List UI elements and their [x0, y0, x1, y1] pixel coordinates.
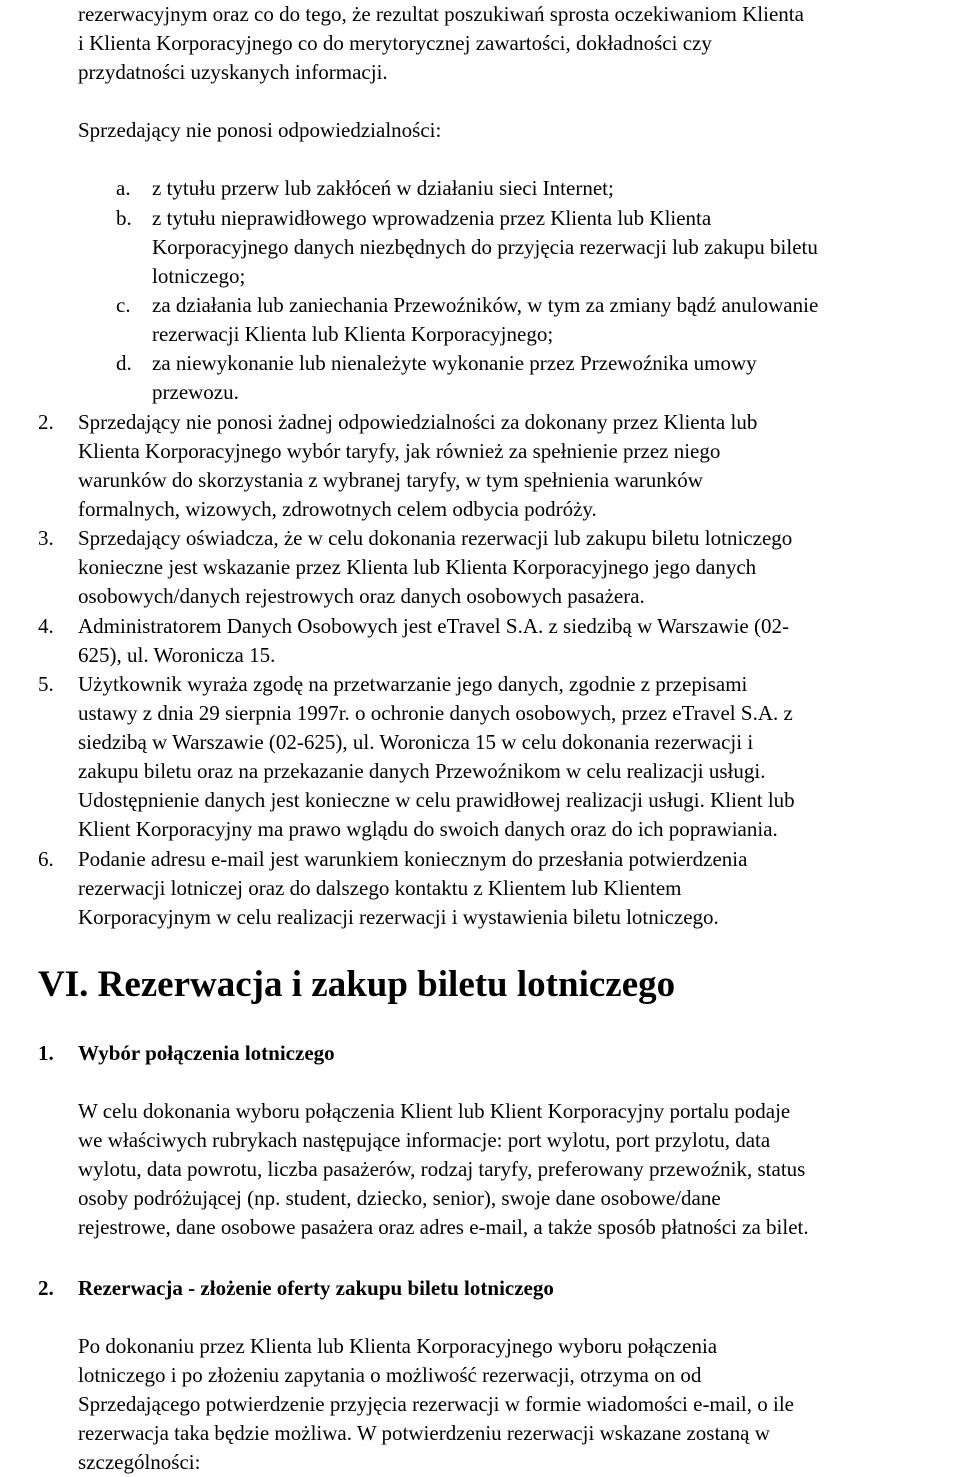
list-marker: d. [116, 351, 132, 375]
list-item-line: za niewykonanie lub nienależyte wykonanie przez Przewoźnika umowy [152, 351, 757, 375]
item-line: Udostępnienie danych jest konieczne w celu prawidłowej realizacji usługi. Klient lub [78, 788, 795, 812]
item-line: Użytkownik wyraża zgodę na przetwarzanie jego danych, zgodnie z przepisami [78, 672, 748, 696]
list-item-line: Korporacyjnego danych niezbędnych do przyjęcia rezerwacji lub zakupu biletu [152, 235, 818, 259]
subsection-title: Wybór połączenia lotniczego [78, 1041, 335, 1065]
item-line: 625), ul. Woronicza 15. [78, 643, 276, 667]
item-line: Administratorem Danych Osobowych jest eTravel S.A. z siedzibą w Warszawie (02- [78, 614, 789, 638]
item-line: rezerwacji lotniczej oraz do dalszego kontaktu z Klientem lub Klientem [78, 876, 682, 900]
list-marker: b. [116, 206, 132, 230]
item-line: osobowych/danych rejestrowych oraz danych osobowych pasażera. [78, 584, 645, 608]
list-item-line: rezerwacji Klienta lub Klienta Korporacyjnego; [152, 322, 554, 346]
subsection-line: Po dokonaniu przez Klienta lub Klienta Korporacyjnego wyboru połączenia [78, 1334, 718, 1358]
list-item-line: z tytułu nieprawidłowego wprowadzenia przez Klienta lub Klienta [152, 206, 712, 230]
subsection-line: W celu dokonania wyboru połączenia Klient lub Klient Korporacyjny portalu podaje [78, 1099, 791, 1123]
item-line: konieczne jest wskazanie przez Klienta lub Klienta Korporacyjnego jego danych [78, 555, 757, 579]
item-number: 5. [38, 672, 54, 696]
list-item-line: przewozu. [152, 380, 239, 404]
liability-lead: Sprzedający nie ponosi odpowiedzialności: [78, 118, 442, 142]
intro-line: i Klienta Korporacyjnego co do merytorycznej zawartości, dokładności czy [78, 31, 712, 55]
item-number: 2. [38, 410, 54, 434]
list-marker: a. [116, 176, 131, 200]
intro-line: rezerwacyjnym oraz co do tego, że rezultat poszukiwań sprosta oczekiwaniom Klienta [78, 2, 804, 26]
subsection-line: rejestrowe, dane osobowe pasażera oraz adres e-mail, a także sposób płatności za bilet. [78, 1215, 809, 1239]
item-number: 3. [38, 526, 54, 550]
item-line: ustawy z dnia 29 sierpnia 1997r. o ochronie danych osobowych, przez eTravel S.A. z [78, 701, 793, 725]
section-heading: VI. Rezerwacja i zakup biletu lotniczego [38, 964, 676, 1005]
item-number: 6. [38, 847, 54, 871]
list-item-line: z tytułu przerw lub zakłóceń w działaniu sieci Internet; [152, 176, 614, 200]
intro-line: przydatności uzyskanych informacji. [78, 60, 388, 84]
subsection-line: lotniczego i po złożeniu zapytania o możliwość rezerwacji, otrzyma on od [78, 1363, 702, 1387]
item-line: Klient Korporacyjny ma prawo wglądu do swoich danych oraz do ich poprawiania. [78, 817, 778, 841]
subsection-line: wylotu, data powrotu, liczba pasażerów, rodzaj taryfy, preferowany przewoźnik, status [78, 1157, 806, 1181]
item-line: Korporacyjnym w celu realizacji rezerwacji i wystawienia biletu lotniczego. [78, 905, 719, 929]
item-number: 4. [38, 614, 54, 638]
item-line: formalnych, wizowych, zdrowotnych celem odbycia podróży. [78, 497, 597, 521]
subsection-title: Rezerwacja - złożenie oferty zakupu biletu lotniczego [78, 1276, 554, 1300]
subsection-line: szczególności: [78, 1450, 201, 1474]
list-marker: c. [116, 293, 131, 317]
item-line: Sprzedający nie ponosi żadnej odpowiedzialności za dokonany przez Klienta lub [78, 410, 758, 434]
item-line: siedzibą w Warszawie (02-625), ul. Woronicza 15 w celu dokonania rezerwacji i [78, 730, 754, 754]
subsection-line: osoby podróżującej (np. student, dziecko, senior), swoje dane osobowe/dane [78, 1186, 721, 1210]
list-item-line: lotniczego; [152, 264, 246, 288]
item-line: Klienta Korporacyjnego wybór taryfy, jak również za spełnienie przez niego [78, 439, 721, 463]
subsection-line: rezerwacja taka będzie możliwa. W potwierdzeniu rezerwacji wskazane zostaną w [78, 1421, 770, 1445]
item-line: zakupu biletu oraz na przekazanie danych Przewoźnikom w celu realizacji usługi. [78, 759, 766, 783]
subsection-line: we właściwych rubrykach następujące informacje: port wylotu, port przylotu, data [78, 1128, 771, 1152]
item-line: warunków do skorzystania z wybranej taryfy, w tym spełnienia warunków [78, 468, 703, 492]
subsection-number: 1. [38, 1041, 54, 1065]
item-line: Sprzedający oświadcza, że w celu dokonania rezerwacji lub zakupu biletu lotniczego [78, 526, 793, 550]
subsection-line: Sprzedającego potwierdzenie przyjęcia rezerwacji w formie wiadomości e-mail, o ile [78, 1392, 794, 1416]
item-line: Podanie adresu e-mail jest warunkiem koniecznym do przesłania potwierdzenia [78, 847, 748, 871]
list-item-line: za działania lub zaniechania Przewoźników, w tym za zmiany bądź anulowanie [152, 293, 819, 317]
subsection-number: 2. [38, 1276, 54, 1300]
